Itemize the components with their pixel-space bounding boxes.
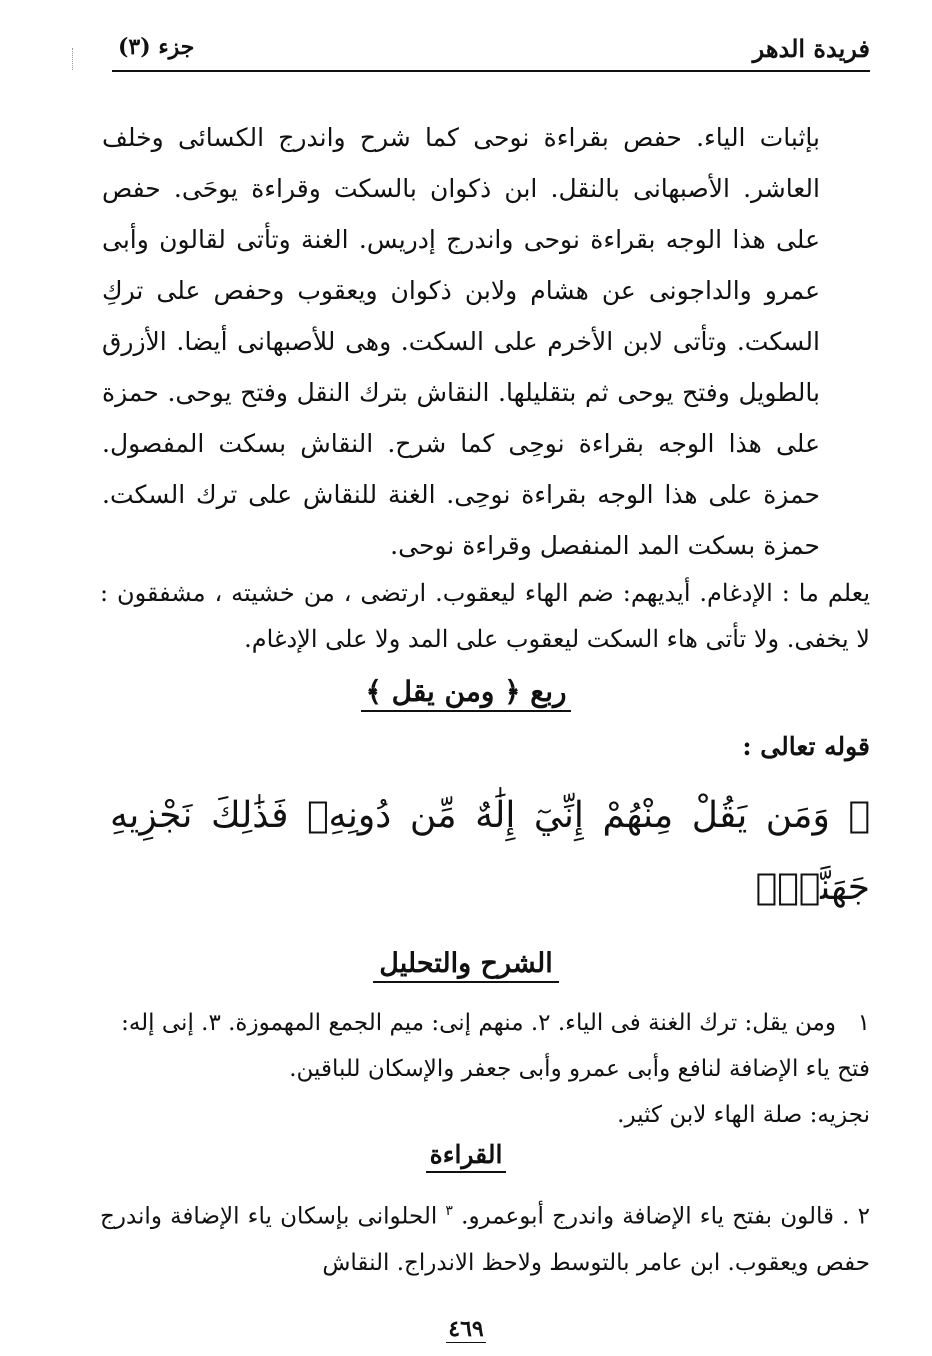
sharh-heading-text: الشرح والتحليل	[373, 948, 558, 983]
body-paragraph-readings: بإثبات الياء. حفص بقراءة نوحى كما شرح واندرج الكسائى وخلف العاشر. الأصبهانى بالنقل. ابن ذكوان بالسكت وقراءة يوحَى. حفص على هذا الوجه بقراءة نوحى واندرج إدريس. الغنة وتأتى لقالون وأبى عمرو والداجونى عن هشام ولابن ذكوان ويعقوب وحفص على تركِ السكت. وتأتى لابن الأخرم على السكت. وهى للأصبهانى أيضا. الأزرق بالطويل وفتح يوحى ثم بتقليلها. النقاش بترك النقل وفتح يوحى. حمزة على هذا الوجه بقراءة نوحِى كما شرح. النقاش بسكت المفصول. حمزة على هذا الوجه بقراءة نوحِى. الغنة للنقاش على ترك السكت. حمزة بسكت المد المنفصل وقراءة نوحى.	[102, 123, 820, 560]
page-number: ٤٦٩	[448, 1316, 484, 1342]
note-2-text-a: قالون بفتح ياء الإضافة واندرج أبوعمرو.	[461, 1203, 834, 1230]
body-paragraph-notes: يعلم ما : الإدغام. أيديهم: ضم الهاء ليعقوب. ارتضى ، من خشيته ، مشفقون : لا يخفى. ولا تأتى هاء السكت ليعقوب على المد ولا على الإدغام.	[100, 579, 870, 653]
note-2-text-b: الحلوانى بإسكان ياء الإضافة واندرج حفص ويعقوب. ابن عامر بالتوسط ولاحظ الاندراج. النقاش	[100, 1203, 870, 1276]
note-2-footnote-marker: ٣	[445, 1203, 453, 1219]
explanation-note-1	[100, 1000, 870, 1138]
note-1-number: ١	[857, 1010, 870, 1036]
qiraah-heading	[0, 1140, 932, 1169]
rub-heading-text: ربع ﴿ ومن يقل ﴾	[361, 675, 570, 712]
note-2-number: ٢ .	[842, 1203, 871, 1230]
note-1-first-lines	[100, 1000, 870, 1092]
sharh-heading	[0, 948, 932, 979]
page-footer	[0, 1316, 932, 1342]
header-part-number: جزء (٣)	[118, 34, 195, 60]
rub-heading	[0, 675, 932, 708]
header-book-title: فريدة الدهر	[752, 34, 870, 63]
qiraah-heading-text: القراءة	[426, 1140, 507, 1173]
note-1-last-line: نجزيه: صلة الهاء لابن كثير.	[617, 1102, 870, 1128]
scan-artifact	[72, 48, 79, 70]
running-header	[112, 30, 870, 72]
note-1-text: ومن يقل: ترك الغنة فى الياء. ٢. منهم إنى: ميم الجمع المهموزة. ٣. إنى إله: فتح ياء الإضافة لنافع وأبى عمرو وأبى جعفر والإسكان للباقين.	[121, 1010, 870, 1082]
qawluhu-label: قوله تعالى :	[742, 732, 870, 761]
quran-verse: ﴿ وَمَن يَقُلْ مِنْهُمْ إِنِّيٓ إِلَٰهٌ مِّن دُونِهِۦ فَذَٰلِكَ نَجْزِيهِ جَهَنَّمَۚ	[110, 795, 870, 908]
reading-note-2	[100, 1188, 870, 1286]
